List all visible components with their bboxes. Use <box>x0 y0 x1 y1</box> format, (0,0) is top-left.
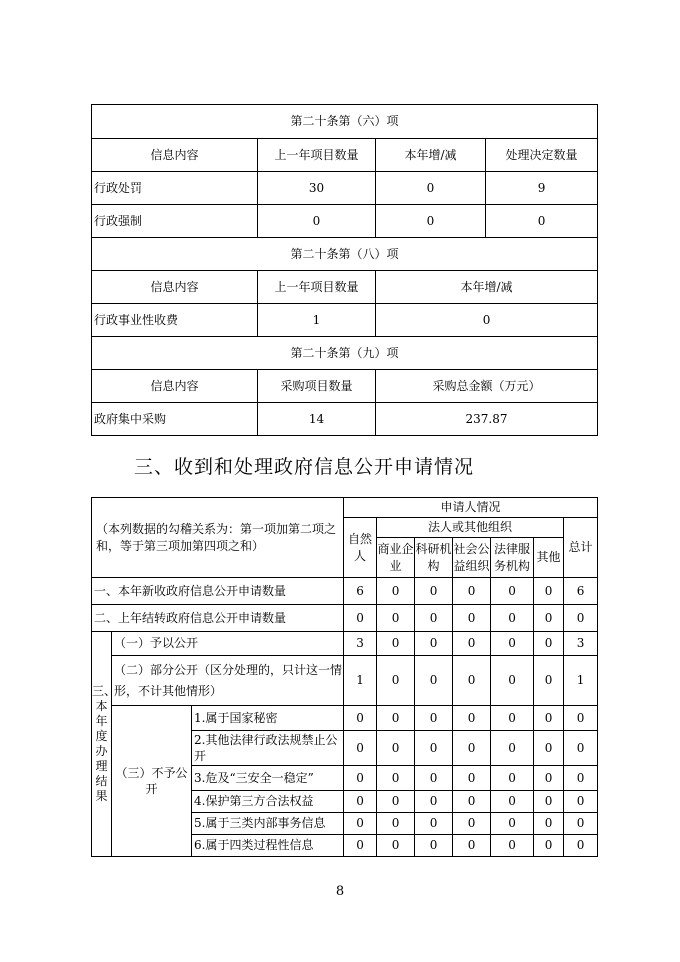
cell-value: 0 <box>377 813 415 835</box>
header-prev-count: 上一年项目数量 <box>258 139 376 172</box>
row-label: 2.其他法律行政法规禁止公开 <box>192 731 344 766</box>
header-change: 本年增/减 <box>376 271 598 304</box>
table-row <box>92 656 598 706</box>
cell-value: 0 <box>415 632 453 656</box>
header-change: 本年增/减 <box>376 139 486 172</box>
cell-value: 0 <box>564 835 598 857</box>
table-row <box>92 578 598 605</box>
cell-value: 0 <box>534 731 564 766</box>
cell-value: 30 <box>258 172 376 205</box>
cell-value: 1 <box>258 304 376 337</box>
row-label: 5.属于三类内部事务信息 <box>192 813 344 835</box>
cell-value: 0 <box>377 578 415 605</box>
cell-value: 0 <box>377 731 415 766</box>
row-label: （二）部分公开（区分处理的，只计这一情形，不计其他情形） <box>112 656 344 706</box>
page-number: 8 <box>335 884 345 899</box>
cell-value: 0 <box>534 706 564 731</box>
header-purchase-count: 采购项目数量 <box>258 370 376 403</box>
cell-value: 0 <box>377 835 415 857</box>
cell-value: 0 <box>491 835 534 857</box>
row-label: 二、上年结转政府信息公开申请数量 <box>92 605 344 632</box>
cell-value: 0 <box>534 835 564 857</box>
cell-value: 0 <box>453 813 491 835</box>
table-row <box>92 172 598 205</box>
cell-value: 0 <box>415 766 453 791</box>
cell-value: 0 <box>415 706 453 731</box>
cell-value: 0 <box>534 605 564 632</box>
table-row <box>92 706 598 731</box>
row-label: （一）予以公开 <box>112 632 344 656</box>
cell-value: 0 <box>564 605 598 632</box>
not-open-label: （三）不予公开 <box>112 706 192 857</box>
application-stats-table <box>91 497 598 857</box>
applicant-header: 申请人情况 <box>344 498 598 518</box>
table-row <box>92 605 598 632</box>
cell-value: 3 <box>564 632 598 656</box>
cell-value: 0 <box>377 656 415 706</box>
cell-value: 0 <box>491 791 534 813</box>
cell-value: 0 <box>491 605 534 632</box>
cell-value: 0 <box>486 205 598 238</box>
cell-value: 0 <box>344 835 377 857</box>
cell-value: 0 <box>453 706 491 731</box>
cell-value: 0 <box>534 813 564 835</box>
cell-value: 0 <box>453 766 491 791</box>
cell-value: 0 <box>453 835 491 857</box>
cell-value: 0 <box>377 706 415 731</box>
cell-value: 0 <box>453 791 491 813</box>
header-public-welfare: 社会公益组织 <box>453 538 491 578</box>
cell-value: 0 <box>415 813 453 835</box>
row-label: 4.保护第三方合法权益 <box>192 791 344 813</box>
cell-value: 0 <box>491 813 534 835</box>
cell-value: 0 <box>453 656 491 706</box>
cell-value: 0 <box>534 632 564 656</box>
cell-value: 0 <box>415 731 453 766</box>
cell-value: 0 <box>453 578 491 605</box>
table-row <box>92 205 598 238</box>
cell-value: 0 <box>534 791 564 813</box>
cell-value: 237.87 <box>376 403 598 436</box>
cell-value: 0 <box>344 766 377 791</box>
section-eight-title: 第二十条第（八）项 <box>92 238 598 271</box>
cell-value: 0 <box>376 304 598 337</box>
row-label: 1.属于国家秘密 <box>192 706 344 731</box>
header-legal-service: 法律服务机构 <box>491 538 534 578</box>
cell-value: 0 <box>376 172 486 205</box>
cell-value: 14 <box>258 403 376 436</box>
header-other: 其他 <box>534 538 564 578</box>
cell-value: 0 <box>415 791 453 813</box>
disclosure-stats-table <box>91 104 598 436</box>
row-label: 3.危及“三安全一稳定” <box>192 766 344 791</box>
cell-value: 0 <box>564 791 598 813</box>
cell-value: 6 <box>344 578 377 605</box>
cell-value: 0 <box>258 205 376 238</box>
reconciliation-note: （本列数据的勾稽关系为：第一项加第二项之和，等于第三项加第四项之和） <box>92 498 344 578</box>
row-label: 政府集中采购 <box>92 403 258 436</box>
legal-entity-header: 法人或其他组织 <box>377 518 564 538</box>
cell-value: 3 <box>344 632 377 656</box>
cell-value: 0 <box>564 731 598 766</box>
cell-value: 0 <box>564 813 598 835</box>
cell-value: 0 <box>491 656 534 706</box>
cell-value: 0 <box>415 605 453 632</box>
cell-value: 0 <box>415 578 453 605</box>
header-info-content: 信息内容 <box>92 370 258 403</box>
section-heading: 三、收到和处理政府信息公开申请情况 <box>134 456 475 478</box>
header-commercial: 商业企业 <box>377 538 415 578</box>
result-section-label: 三、本年度办理结果 <box>92 632 112 857</box>
cell-value: 6 <box>564 578 598 605</box>
cell-value: 0 <box>453 632 491 656</box>
cell-value: 0 <box>534 656 564 706</box>
cell-value: 0 <box>377 766 415 791</box>
cell-value: 0 <box>376 205 486 238</box>
header-info-content: 信息内容 <box>92 271 258 304</box>
cell-value: 0 <box>564 766 598 791</box>
row-label: 行政事业性收费 <box>92 304 258 337</box>
table-row <box>92 304 598 337</box>
section-nine-title: 第二十条第（九）项 <box>92 337 598 370</box>
cell-value: 0 <box>453 731 491 766</box>
cell-value: 0 <box>453 605 491 632</box>
cell-value: 0 <box>344 706 377 731</box>
row-label: 行政强制 <box>92 205 258 238</box>
header-purchase-amount: 采购总金额（万元） <box>376 370 598 403</box>
cell-value: 1 <box>344 656 377 706</box>
table-row <box>92 632 598 656</box>
cell-value: 0 <box>344 731 377 766</box>
row-label: 6.属于四类过程性信息 <box>192 835 344 857</box>
cell-value: 9 <box>486 172 598 205</box>
cell-value: 0 <box>377 605 415 632</box>
cell-value: 0 <box>344 605 377 632</box>
header-decisions: 处理决定数量 <box>486 139 598 172</box>
table-row <box>92 403 598 436</box>
cell-value: 0 <box>344 813 377 835</box>
header-research: 科研机构 <box>415 538 453 578</box>
cell-value: 0 <box>534 766 564 791</box>
row-label: 行政处罚 <box>92 172 258 205</box>
cell-value: 0 <box>534 578 564 605</box>
cell-value: 0 <box>415 656 453 706</box>
cell-value: 0 <box>491 706 534 731</box>
header-info-content: 信息内容 <box>92 139 258 172</box>
cell-value: 1 <box>564 656 598 706</box>
cell-value: 0 <box>491 731 534 766</box>
header-prev-count: 上一年项目数量 <box>258 271 376 304</box>
cell-value: 0 <box>377 791 415 813</box>
cell-value: 0 <box>564 706 598 731</box>
cell-value: 0 <box>491 632 534 656</box>
total-header: 总计 <box>564 518 598 578</box>
natural-person-header: 自然人 <box>344 518 377 578</box>
cell-value: 0 <box>491 578 534 605</box>
section-six-title: 第二十条第（六）项 <box>92 105 598 139</box>
cell-value: 0 <box>415 835 453 857</box>
cell-value: 0 <box>491 766 534 791</box>
row-label: 一、本年新收政府信息公开申请数量 <box>92 578 344 605</box>
cell-value: 0 <box>344 791 377 813</box>
cell-value: 0 <box>377 632 415 656</box>
